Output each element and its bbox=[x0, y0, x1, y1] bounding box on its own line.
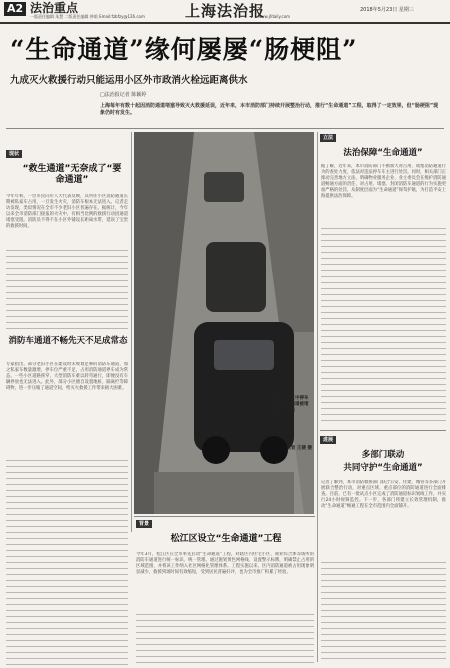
headline-divider bbox=[6, 128, 444, 129]
left-col-text-1: 今年年初，一位市民向市人大代表反映，其所住小区消防通道长期被私家车占用，一旦发生火灾，消防车根本无法进入。记者走访发现，类似情况在全市不少老旧小区普遍存在。据统计，今年以来全市消防部门接报的火灾中，有相当比例的救援行动因通道堵塞受阻。消防员不得不在小区外铺设长距离水带，延误了宝贵的救援时间。 bbox=[6, 194, 128, 229]
right-col-text-2: 记者了解到，本市消防救援部门联合公安、住建、城管等多部门开展联合整治行动，对重点区域、重点部位的消防通道进行全面排查。目前，已有一批试点小区完成了消防通道标识划线工作，并实行24小时视频监控。下一步，各部门将建立长效管理机制，推动“生命通道”畅通工程在全市范围内全面铺开。 bbox=[321, 480, 446, 509]
right-col-title-2b: 共同守护“生命通道” bbox=[343, 463, 423, 473]
left-col-title: “救生通道”无奈成了“要命通道” bbox=[22, 164, 122, 186]
byline: □法治报记者 陈颖婷 bbox=[100, 92, 147, 98]
lead-paragraph: 上海每年有数十起因消防通道堵塞导致灭火救援延误，近年来，本市消防部门持续开展整治行动，推行“生命通道”工程，取得了一定效果，但“肠梗阻”现象仍时有发生。 bbox=[100, 103, 439, 116]
tag-legislation: 立法 bbox=[320, 134, 336, 142]
sub-headline: 九成灭火救援行动只能运用小区外市政消火栓远距离供水 bbox=[10, 75, 248, 86]
tag-progress: 进展 bbox=[320, 436, 336, 444]
right-col-filler-lines-2 bbox=[321, 562, 446, 664]
column-divider-1 bbox=[131, 132, 132, 532]
photo-credit: 记者 王捷 摄 bbox=[286, 446, 312, 451]
newspaper-logo: 上海法治报 bbox=[185, 2, 266, 20]
photo-caption: 本市老旧小区中停车难导致消防通道被堵现象较为突出 bbox=[268, 396, 309, 413]
page-number: A2 bbox=[4, 2, 26, 16]
bottom-title: 松江区设立“生命通道”工程 bbox=[170, 534, 282, 544]
tag-background: 背景 bbox=[136, 520, 152, 528]
right-col-title-2a: 多部门联动 bbox=[361, 450, 405, 460]
bottom-filler-lines bbox=[136, 614, 314, 664]
right-col-filler-lines bbox=[321, 228, 446, 424]
right-col-title: 法治保障“生命通道” bbox=[343, 148, 423, 158]
left-col-text-2: 专家指出，部分老旧小区在建设时未规划足够的消防车通道，加之私家车数量激增，停车位严重不足，占用消防通道停车成为常态。一些小区道路狭窄，大型消防车难以转弯通行，即便没有车辆停放也无法进入。此外，部分小区擅自设置地桩、隔离栏等障碍物，进一步压缩了通道空间，给灭火救援工作带来极大困难。 bbox=[6, 362, 128, 391]
section-name: 法治重点 bbox=[30, 1, 79, 15]
bottom-text: 今年3月，松江区在全市率先启动“生命通道”工程，对辖区内住宅小区、商业综合体等场所的消防车通道进行统一标识、统一管理。通过施划黄色网格线、设置警示标牌，明确禁止占用的区域范围，并将该工作纳入社区网格化管理体系。工程实施以来，区内消防通道被占用现象明显减少，救援到场时间有效缩短，受到居民普遍好评，也为全市推广积累了经验。 bbox=[136, 552, 314, 575]
issue-date: 2018年5月23日 星期三 bbox=[360, 7, 414, 13]
left-col-filler-lines-2 bbox=[6, 460, 128, 665]
column-divider-2 bbox=[317, 132, 318, 662]
news-photo bbox=[134, 132, 314, 514]
main-headline: “生命通道”缘何屡屡“肠梗阻” bbox=[10, 35, 358, 64]
right-col-text: 据了解，近年来，本市消防部门不断加大对占用、堵塞消防通道行为的查处力度，依法对违法停车车主进行处罚。同时，相关部门正推动完善地方立法，明确物业服务企业、业主委员会在维护消防通道畅通方面的责任，对占用、堵塞、封闭消防车通道的行为实施更加严格的处罚，从制度层面为“生命通道”保驾护航，为打造平安上海提供法治保障。 bbox=[321, 164, 446, 199]
editor-line: 一版责任编辑 朱慧 二版责任编辑 钟晗 Email:fzbfzy@126.com bbox=[30, 14, 145, 19]
bottom-divider bbox=[134, 516, 315, 517]
left-col-filler-lines bbox=[6, 250, 128, 330]
right-col-divider bbox=[320, 430, 446, 431]
website-url: www.jfdaily.com bbox=[258, 14, 291, 19]
street-parking-illustration bbox=[134, 132, 314, 514]
left-col-section-title: 消防车通道不畅先天不足成常态 bbox=[8, 336, 128, 346]
tag-status: 现状 bbox=[6, 150, 22, 158]
